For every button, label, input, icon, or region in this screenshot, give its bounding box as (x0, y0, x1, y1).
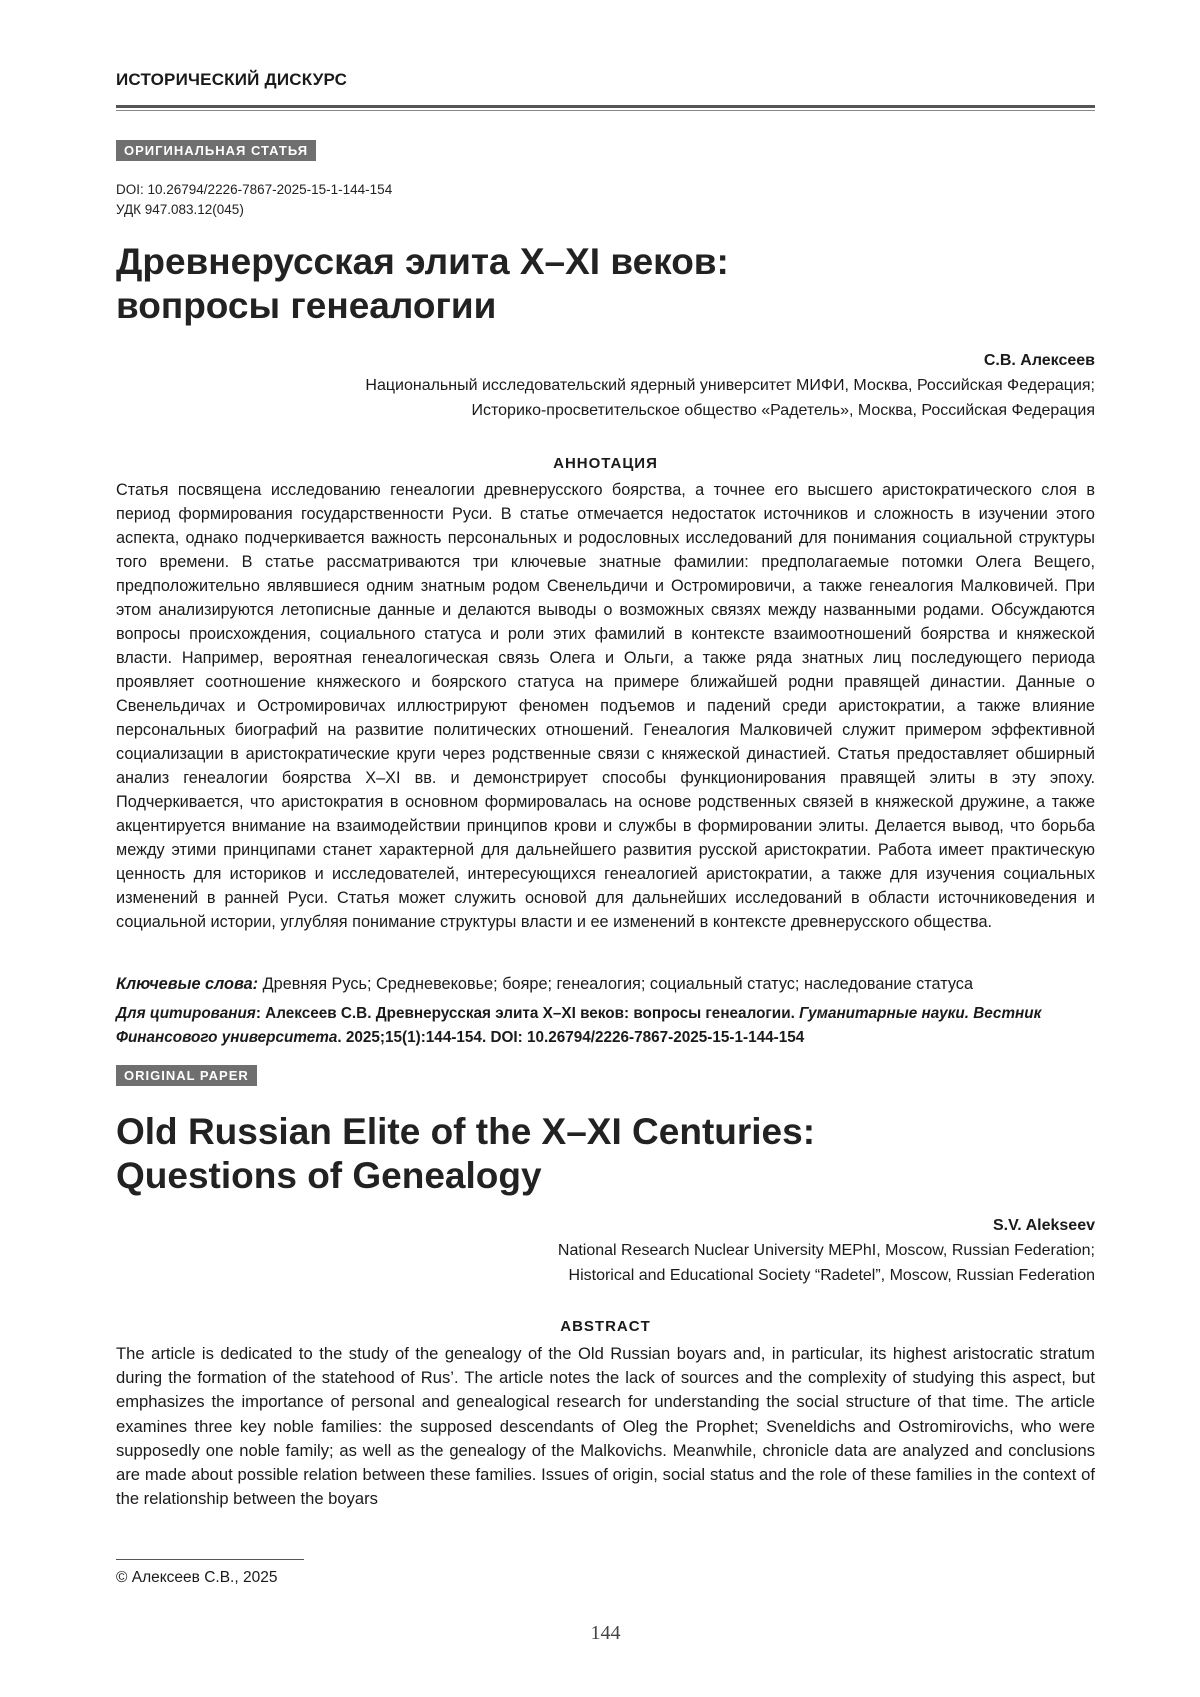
title-ru-line1: Древнерусская элита X–XI веков: (116, 241, 729, 282)
article-title-en (116, 1110, 815, 1198)
affiliation-en-1: National Research Nuclear University MEPhI, Moscow, Russian Federation; (116, 1238, 1095, 1263)
citation-journal: Гуманитарные науки. Вестник Финансового университета (116, 1005, 1041, 1046)
title-en-line2: Questions of Genealogy (116, 1155, 542, 1196)
copyright-note: © Алексеев С.В., 2025 (116, 1569, 277, 1587)
header-rule-thin (116, 110, 1095, 111)
affiliation-en-2: Historical and Educational Society “Radetel”, Moscow, Russian Federation (116, 1263, 1095, 1288)
header-rule-thick (116, 105, 1095, 108)
citation-label: Для цитирования (116, 1005, 256, 1022)
article-type-badge-ru: ОРИГИНАЛЬНАЯ СТАТЬЯ (116, 140, 316, 161)
author-name-ru: С.В. Алексеев (116, 348, 1095, 373)
keywords-list: Древняя Русь; Средневековье; бояре; генеалогия; социальный статус; наследование статуса (263, 975, 973, 993)
journal-rubric: ИСТОРИЧЕСКИЙ ДИСКУРС (116, 70, 347, 90)
article-title-ru (116, 240, 729, 328)
citation-block (116, 1002, 1095, 1050)
abstract-heading-en: ABSTRACT (116, 1318, 1095, 1335)
page-number: 144 (116, 1622, 1095, 1645)
title-ru-line2: вопросы генеалогии (116, 285, 496, 326)
abstract-heading-ru: АННОТАЦИЯ (116, 455, 1095, 472)
doi-line: DOI: 10.26794/2226-7867-2025-15-1-144-154 (116, 180, 392, 200)
author-name-en: S.V. Alekseev (116, 1213, 1095, 1238)
title-en-line1: Old Russian Elite of the X–XI Centuries: (116, 1111, 815, 1152)
article-type-badge-en: ORIGINAL PAPER (116, 1065, 257, 1086)
author-block-en (116, 1213, 1095, 1288)
abstract-text-ru: Статья посвящена исследованию генеалогии древнерусского боярства, а точнее его высшего аристократического слоя в период формирования государственности Руси. В статье отмечается недостаток источников и сложность в изучении этого аспекта, однако подчеркивается важность персональных и родословных исследований для понимания социальной структуры того времени. В статье рассматриваются три ключевые знатные фамилии: предполагаемые потомки Олега Вещего, предположительно являвшиеся одним знатным родом Свенельдичи и Остромировичи, а также генеалогия Малковичей. При этом анализируются летописные данные и делаются выводы о возможных связях между названными родами. Обсуждаются вопросы происхождения, социального статуса и роли этих фамилий в контексте взаимоотношений боярства и княжеской власти. Например, вероятная генеалогическая связь Олега и Ольги, а также ряда знатных лиц последующего периода проявляет соотношение княжеского и боярского статуса на примере ближайшей родни правящей династии. Данные о Свенельдичах и Остромировичах иллюстрируют феномен подъемов и падений среди аристократии, а также влияние персональных биографий на развитие политических отношений. Генеалогия Малковичей служит примером эффективной социализации в аристократические круги через родственные связи с княжеской династией. Статья предоставляет обширный анализ генеалогии боярства X–XI вв. и демонстрирует способы функционирования правящей элиты в эту эпоху. Подчеркивается, что аристократия в основном формировалась на основе родственных связей в княжеской дружине, а также акцентируется внимание на взаимодействии принципов крови и службы в формировании элиты. Делается вывод, что борьба между этими принципами станет характерной для дальнейшего развития русской аристократии. Работа имеет практическую ценность для историков и исследователей, интересующихся генеалогией аристократии, а также для изучения социальных изменений в ранней Руси. Статья может служить основой для дальнейших исследований в области источниковедения и социальной истории, углубляя понимание структуры власти и ее изменений в контексте древнерусского общества. (116, 478, 1095, 934)
affiliation-ru-2: Историко-просветительское общество «Радетель», Москва, Российская Федерация (116, 398, 1095, 423)
keywords-label: Ключевые слова: (116, 975, 258, 993)
author-block-ru (116, 348, 1095, 423)
abstract-text-en: The article is dedicated to the study of the genealogy of the Old Russian boyars and, in particular, its highest aristocratic stratum during the formation of the statehood of Rus’. The article notes the lack of sources and the complexity of studying this aspect, but emphasizes the importance of personal and genealogical research for understanding the social structure of that time. The article examines three key noble families: the supposed descendants of Oleg the Prophet; Sveneldichs and Ostromirovichs, who were supposedly one noble family; as well as the genealogy of the Malkovichs. Meanwhile, chronicle data are analyzed and conclusions are made about possible relation between these families. Issues of origin, social status and the role of these families in the context of the relationship between the boyars (116, 1342, 1095, 1511)
keywords-ru (116, 972, 1095, 996)
citation-tail: . 2025;15(1):144-154. DOI: 10.26794/2226-7867-2025-15-1-144-154 (337, 1029, 804, 1046)
affiliation-ru-1: Национальный исследовательский ядерный университет МИФИ, Москва, Российская Федерация; (116, 373, 1095, 398)
udk-line: УДК 947.083.12(045) (116, 200, 244, 220)
footnote-rule (116, 1559, 304, 1560)
citation-text: : Алексеев С.В. Древнерусская элита X–XI веков: вопросы генеалогии. (256, 1005, 799, 1022)
